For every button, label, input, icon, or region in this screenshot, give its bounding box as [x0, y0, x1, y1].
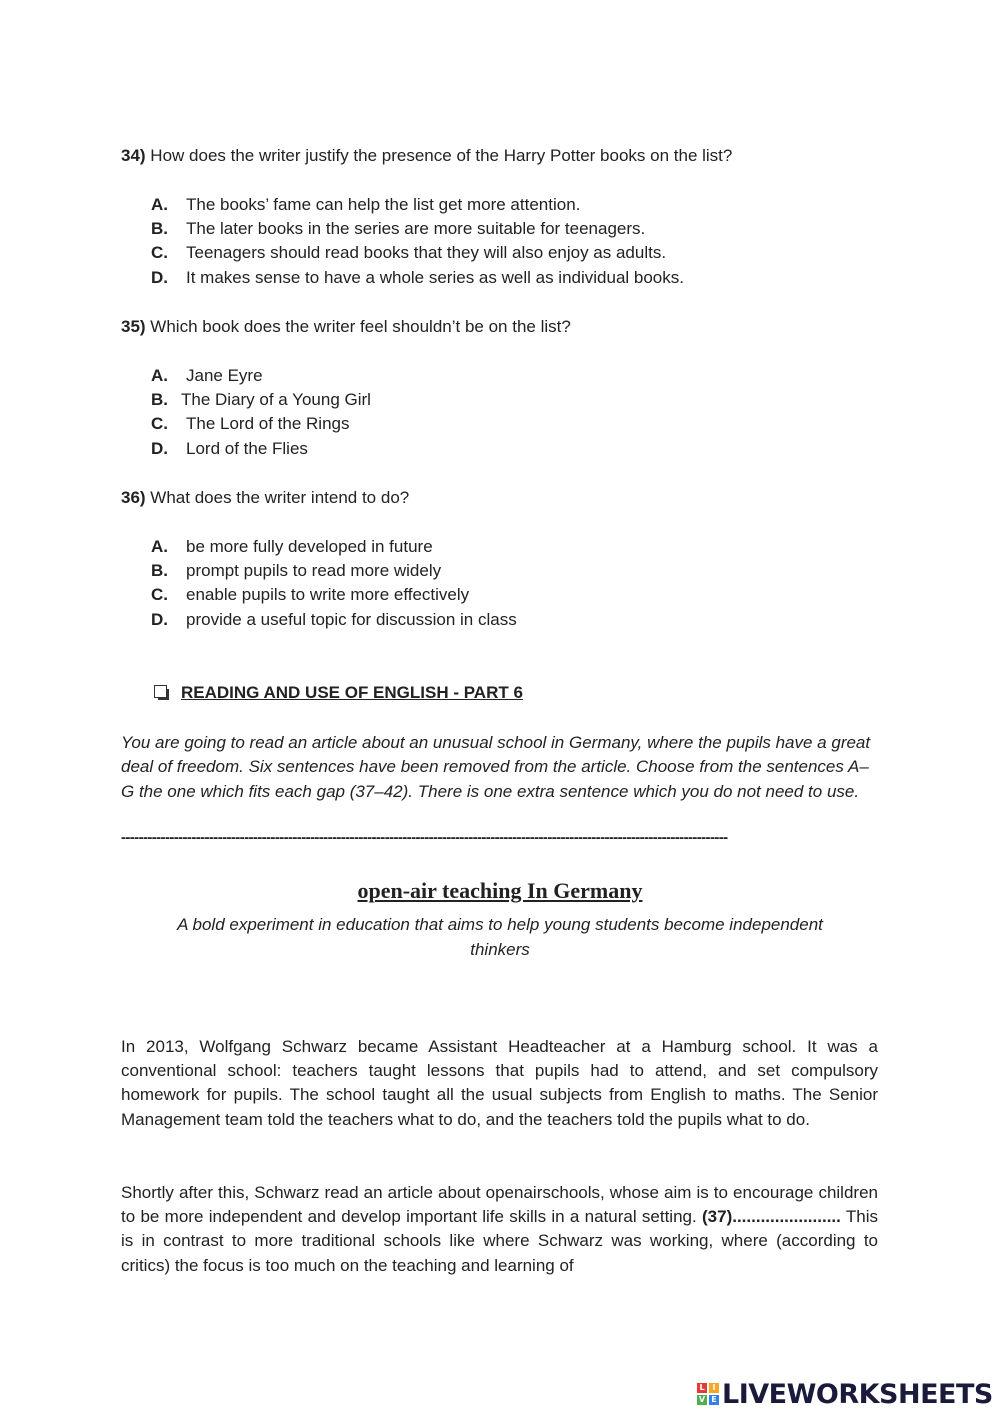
option-text: provide a useful topic for discussion in class	[186, 610, 517, 629]
logo-tile: E	[709, 1395, 719, 1405]
section-title: READING AND USE OF ENGLISH - PART 6	[181, 683, 523, 702]
option-text: Jane Eyre	[186, 366, 263, 385]
question-number: 35)	[121, 317, 146, 336]
option-36-b[interactable]	[151, 561, 441, 581]
logo-mark-icon	[697, 1383, 719, 1405]
option-35-a[interactable]	[151, 366, 263, 386]
option-letter: A.	[151, 366, 168, 385]
option-letter: A.	[151, 195, 168, 214]
logo-text: LIVEWORKSHEETS	[722, 1378, 993, 1410]
option-letter: D.	[151, 439, 168, 458]
logo-tile: I	[709, 1383, 719, 1393]
option-35-b[interactable]	[151, 390, 371, 410]
option-text: Teenagers should read books that they will also enjoy as adults.	[186, 243, 667, 262]
option-letter: A.	[151, 537, 168, 556]
option-34-d[interactable]	[151, 268, 684, 288]
section-instructions: You are going to read an article about an unusual school in Germany, where the pupils have a great deal of freedom. Six sentences have been removed from the article. Choose from the sentences A–G the one which fits each gap (37–42). There is one extra sentence which you do not need to use.	[121, 733, 871, 801]
option-34-a[interactable]	[151, 195, 580, 215]
question-text: Which book does the writer feel shouldn’t be on the list?	[145, 317, 571, 336]
question-35	[121, 317, 571, 337]
article-subtitle: A bold experiment in education that aims to help young students become independent thinkers	[177, 915, 823, 959]
logo-tile: V	[698, 1395, 706, 1404]
liveworksheets-logo	[697, 1378, 993, 1410]
option-letter: B.	[151, 561, 168, 580]
article-paragraph-1: In 2013, Wolfgang Schwarz became Assistant Headteacher at a Hamburg school. It was a conventional school: teachers taught lessons that pupils had to attend, and set compulsory homework for pupils. The school taught all the usual subjects from English to maths. The Senior Management team told the teachers what to do, and the teachers told the pupils what to do.	[121, 1037, 878, 1129]
option-text: enable pupils to write more effectively	[186, 585, 470, 604]
question-text: How does the writer justify the presence of the Harry Potter books on the list?	[145, 146, 733, 165]
option-letter: C.	[151, 414, 168, 433]
option-text: The Diary of a Young Girl	[181, 390, 371, 409]
option-text: The books’ fame can help the list get more attention.	[186, 195, 581, 214]
option-letter: D.	[151, 610, 168, 629]
gap-37[interactable]: (37).......................	[702, 1207, 841, 1227]
question-text: What does the writer intend to do?	[145, 488, 410, 507]
option-letter: C.	[151, 585, 168, 604]
option-text: prompt pupils to read more widely	[186, 561, 442, 580]
dashed-divider: ------------------------------------------------------------------------------------------------------------------------------------------	[121, 829, 728, 846]
option-35-c[interactable]	[151, 414, 349, 434]
option-text: The Lord of the Rings	[186, 414, 350, 433]
option-36-d[interactable]	[151, 610, 517, 630]
section-heading	[154, 683, 523, 703]
option-letter: C.	[151, 243, 168, 262]
option-text: It makes sense to have a whole series as well as individual books.	[186, 268, 684, 287]
question-36	[121, 488, 409, 508]
option-text: be more fully developed in future	[186, 537, 433, 556]
paragraph-text: Shortly after this, Schwarz read an article about openairschools, whose aim is to encourage children to be more independent and develop important life skills in a natural setting.	[121, 1183, 878, 1227]
option-text: The later books in the series are more suitable for teenagers.	[186, 219, 646, 238]
option-letter: D.	[151, 268, 168, 287]
option-text: Lord of the Flies	[186, 439, 308, 458]
option-35-d[interactable]	[151, 439, 308, 459]
option-34-b[interactable]	[151, 219, 645, 239]
option-36-a[interactable]	[151, 537, 433, 557]
question-34	[121, 146, 732, 166]
article-paragraph-2	[121, 1181, 878, 1278]
question-number: 36)	[121, 488, 146, 507]
option-letter: B.	[151, 390, 168, 409]
option-letter: B.	[151, 219, 168, 238]
checkbox-bullet-icon	[154, 685, 167, 698]
question-number: 34)	[121, 146, 146, 165]
logo-tile: L	[697, 1383, 707, 1393]
article-title: open-air teaching In Germany	[357, 878, 643, 903]
option-34-c[interactable]	[151, 243, 666, 263]
option-36-c[interactable]	[151, 585, 469, 605]
paragraph-text: This is in contrast to more traditional schools like where Schwarz was working, where (according to critics) the focus is too much on the teaching and learning of	[121, 1207, 878, 1275]
